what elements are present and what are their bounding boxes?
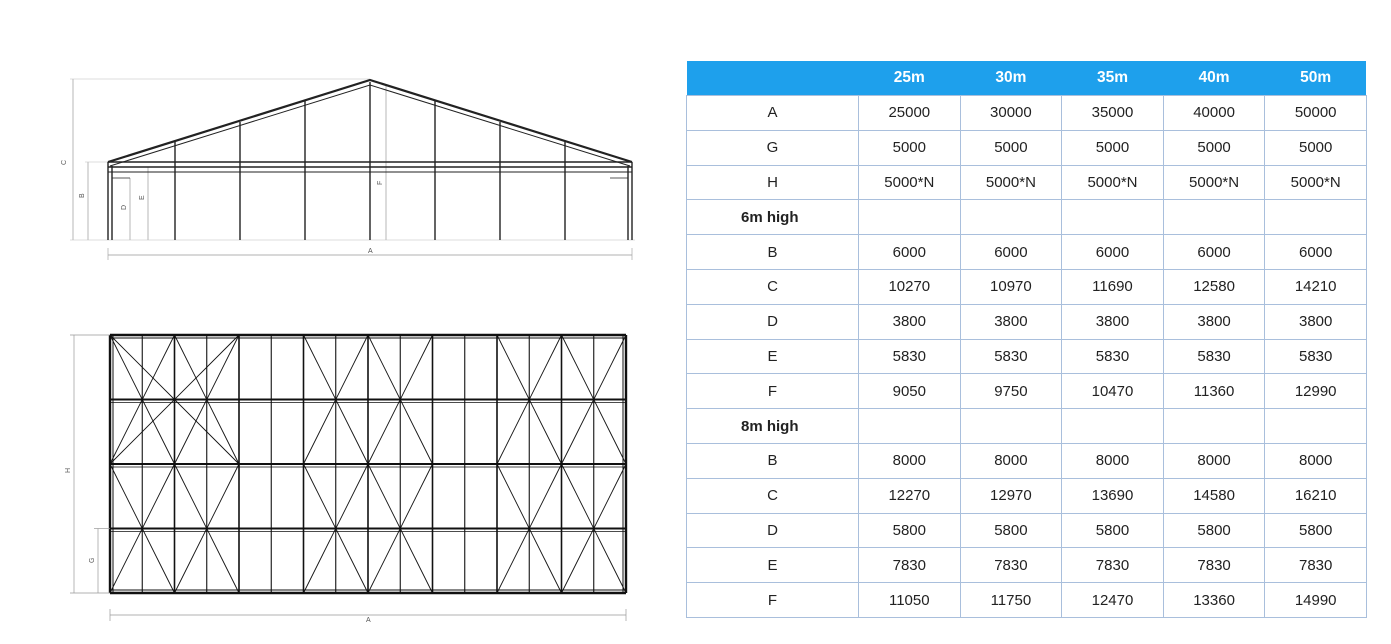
table-row xyxy=(687,374,1367,409)
empty-cell xyxy=(960,200,1062,235)
row-label: H xyxy=(687,165,859,200)
value-cell: 5800 xyxy=(1062,513,1164,548)
table-row xyxy=(687,304,1367,339)
value-cell: 3800 xyxy=(1062,304,1164,339)
value-cell: 30000 xyxy=(960,96,1062,131)
section-label: 8m high xyxy=(687,409,859,444)
value-cell: 5000*N xyxy=(1265,165,1367,200)
value-cell: 5000*N xyxy=(1163,165,1265,200)
value-cell: 10970 xyxy=(960,269,1062,304)
row-label: B xyxy=(687,443,859,478)
elevation-svg xyxy=(60,70,650,265)
value-cell: 13690 xyxy=(1062,478,1164,513)
value-cell: 5000 xyxy=(1062,130,1164,165)
value-cell: 5000 xyxy=(859,130,961,165)
label-g: G xyxy=(89,557,96,563)
value-cell: 5830 xyxy=(1163,339,1265,374)
value-cell: 5830 xyxy=(859,339,961,374)
row-label: F xyxy=(687,374,859,409)
label-c: C xyxy=(61,159,68,165)
table-row xyxy=(687,513,1367,548)
empty-cell xyxy=(960,409,1062,444)
row-label: C xyxy=(687,478,859,513)
table-row xyxy=(687,583,1367,618)
label-e: E xyxy=(139,195,146,200)
empty-cell xyxy=(859,200,961,235)
value-cell: 5000 xyxy=(1163,130,1265,165)
posts xyxy=(108,82,632,240)
value-cell: 11360 xyxy=(1163,374,1265,409)
value-cell: 5000*N xyxy=(859,165,961,200)
value-cell: 12270 xyxy=(859,478,961,513)
value-cell: 7830 xyxy=(1163,548,1265,583)
value-cell: 12470 xyxy=(1062,583,1164,618)
value-cell: 11750 xyxy=(960,583,1062,618)
value-cell: 12970 xyxy=(960,478,1062,513)
header-cell-40m: 40m xyxy=(1198,69,1230,86)
label-a: A xyxy=(368,248,373,255)
row-label: D xyxy=(687,304,859,339)
value-cell: 14210 xyxy=(1265,269,1367,304)
table-row xyxy=(687,339,1367,374)
empty-cell xyxy=(859,409,961,444)
row-label: C xyxy=(687,269,859,304)
value-cell: 5800 xyxy=(1265,513,1367,548)
value-cell: 40000 xyxy=(1163,96,1265,131)
value-cell: 12580 xyxy=(1163,269,1265,304)
value-cell: 6000 xyxy=(960,235,1062,270)
table-body xyxy=(687,96,1367,618)
label-h: H xyxy=(65,467,72,473)
empty-cell xyxy=(1163,200,1265,235)
table-row xyxy=(687,235,1367,270)
value-cell: 5000 xyxy=(1265,130,1367,165)
empty-cell xyxy=(1062,409,1164,444)
row-label: A xyxy=(687,96,859,131)
value-cell: 3800 xyxy=(960,304,1062,339)
row-label: F xyxy=(687,583,859,618)
value-cell: 10470 xyxy=(1062,374,1164,409)
empty-cell xyxy=(1265,409,1367,444)
value-cell: 7830 xyxy=(859,548,961,583)
table-row xyxy=(687,409,1367,444)
table-row xyxy=(687,548,1367,583)
value-cell: 5800 xyxy=(960,513,1062,548)
row-label: E xyxy=(687,548,859,583)
plan-drawing xyxy=(60,325,650,630)
label-b: B xyxy=(79,193,86,198)
table-row xyxy=(687,443,1367,478)
value-cell: 5000 xyxy=(960,130,1062,165)
header-cell-35m: 35m xyxy=(1096,69,1128,86)
value-cell: 6000 xyxy=(1265,235,1367,270)
value-cell: 5800 xyxy=(859,513,961,548)
value-cell: 8000 xyxy=(1265,443,1367,478)
header-cell-25m: 25m xyxy=(893,69,925,86)
value-cell: 9750 xyxy=(960,374,1062,409)
value-cell: 10270 xyxy=(859,269,961,304)
label-f: F xyxy=(377,180,384,185)
value-cell: 9050 xyxy=(859,374,961,409)
value-cell: 14580 xyxy=(1163,478,1265,513)
value-cell: 5830 xyxy=(960,339,1062,374)
table-row xyxy=(687,165,1367,200)
value-cell: 8000 xyxy=(1163,443,1265,478)
value-cell: 11690 xyxy=(1062,269,1164,304)
value-cell: 7830 xyxy=(960,548,1062,583)
label-a-plan: A xyxy=(366,617,371,624)
row-label: B xyxy=(687,235,859,270)
header-cell-50m: 50m xyxy=(1300,69,1332,86)
value-cell: 12990 xyxy=(1265,374,1367,409)
value-cell: 50000 xyxy=(1265,96,1367,131)
spec-table xyxy=(686,61,1367,618)
value-cell: 8000 xyxy=(1062,443,1164,478)
row-label: E xyxy=(687,339,859,374)
row-label: D xyxy=(687,513,859,548)
header-cell-30m: 30m xyxy=(995,69,1027,86)
table-header-row xyxy=(687,61,1367,96)
value-cell: 7830 xyxy=(1265,548,1367,583)
section-label: 6m high xyxy=(687,200,859,235)
empty-cell xyxy=(1265,200,1367,235)
value-cell: 5800 xyxy=(1163,513,1265,548)
value-cell: 13360 xyxy=(1163,583,1265,618)
value-cell: 5000*N xyxy=(1062,165,1164,200)
table-row xyxy=(687,200,1367,235)
value-cell: 3800 xyxy=(859,304,961,339)
value-cell: 35000 xyxy=(1062,96,1164,131)
value-cell: 14990 xyxy=(1265,583,1367,618)
empty-cell xyxy=(1163,409,1265,444)
value-cell: 6000 xyxy=(1062,235,1164,270)
spec-table-wrapper xyxy=(686,61,1366,618)
empty-cell xyxy=(1062,200,1164,235)
value-cell: 25000 xyxy=(859,96,961,131)
label-d: D xyxy=(121,204,128,210)
table-row xyxy=(687,130,1367,165)
plan-svg xyxy=(60,325,650,630)
value-cell: 5830 xyxy=(1265,339,1367,374)
value-cell: 3800 xyxy=(1163,304,1265,339)
value-cell: 6000 xyxy=(1163,235,1265,270)
value-cell: 6000 xyxy=(859,235,961,270)
value-cell: 5000*N xyxy=(960,165,1062,200)
value-cell: 8000 xyxy=(960,443,1062,478)
header-cell-blank xyxy=(687,61,859,96)
value-cell: 8000 xyxy=(859,443,961,478)
value-cell: 7830 xyxy=(1062,548,1164,583)
value-cell: 11050 xyxy=(859,583,961,618)
value-cell: 16210 xyxy=(1265,478,1367,513)
row-label: G xyxy=(687,130,859,165)
value-cell: 3800 xyxy=(1265,304,1367,339)
table-row xyxy=(687,269,1367,304)
table-row xyxy=(687,96,1367,131)
table-row xyxy=(687,478,1367,513)
value-cell: 5830 xyxy=(1062,339,1164,374)
elevation-drawing xyxy=(60,70,650,265)
